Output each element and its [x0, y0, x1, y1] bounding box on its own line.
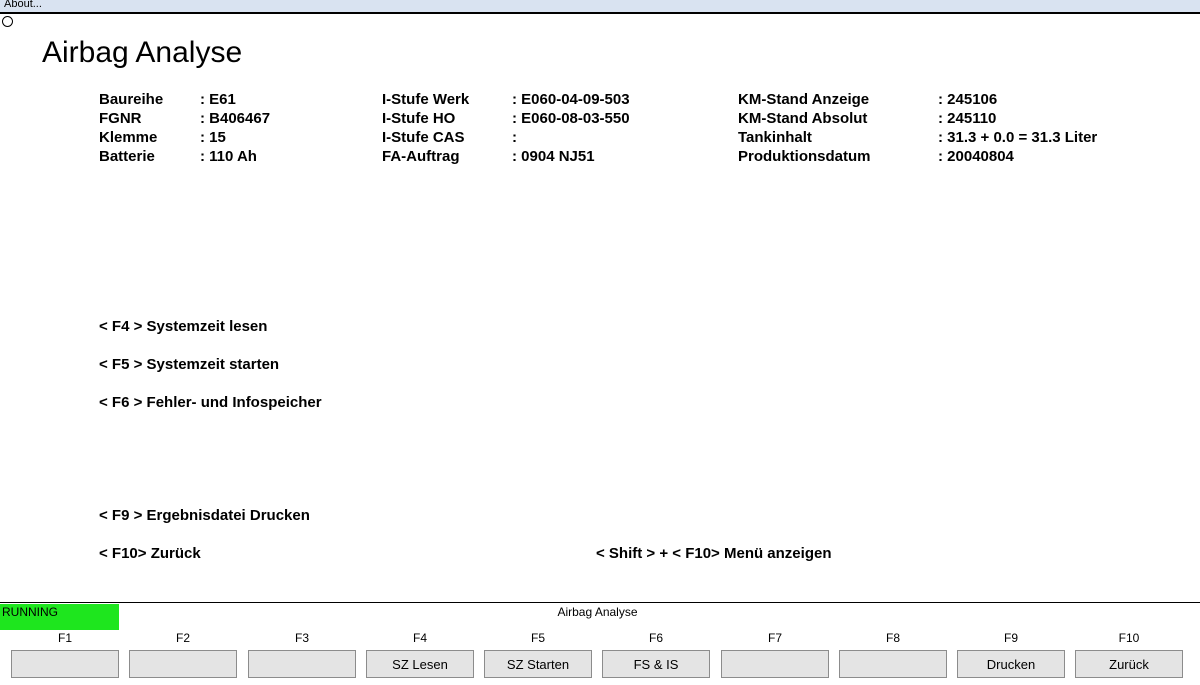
- info-value: : E060-04-09-503: [512, 91, 630, 108]
- info-row: [738, 128, 1097, 147]
- info-label: KM-Stand Anzeige: [738, 91, 870, 108]
- f10-zurueck-button[interactable]: Zurück: [1075, 650, 1183, 678]
- info-value: : 0904 NJ51: [512, 148, 595, 165]
- info-label: Batterie: [99, 148, 155, 165]
- hint-shift-f10-menu: < Shift > + < F10> Menü anzeigen: [596, 545, 832, 562]
- info-value: : 110 Ah: [200, 148, 257, 165]
- menu-bar: [0, 0, 1200, 14]
- info-row: [99, 147, 270, 166]
- info-label: I-Stufe CAS: [382, 129, 465, 146]
- info-value: : 15: [200, 129, 226, 146]
- info-row: [738, 90, 1097, 109]
- info-value: : E61: [200, 91, 236, 108]
- info-row: [99, 90, 270, 109]
- fkey-label-f9: F9: [1003, 631, 1018, 645]
- info-label: Baureihe: [99, 91, 164, 108]
- info-label: I-Stufe HO: [382, 110, 456, 127]
- info-row: [99, 109, 270, 128]
- fkey-label-f4: F4: [412, 631, 427, 645]
- fkey-label-f10: F10: [1118, 631, 1140, 645]
- fkey-label-f8: F8: [885, 631, 900, 645]
- info-value: : 245106: [938, 91, 998, 108]
- info-value: :: [512, 129, 517, 146]
- info-label: I-Stufe Werk: [382, 91, 470, 108]
- f6-fs-is-button[interactable]: FS & IS: [602, 650, 710, 678]
- info-value: : 31.3 + 0.0 = 31.3 Liter: [938, 129, 1098, 146]
- f7-button[interactable]: [721, 650, 829, 678]
- f5-sz-starten-button[interactable]: SZ Starten: [484, 650, 592, 678]
- info-label: Tankinhalt: [738, 129, 812, 146]
- info-row: [382, 90, 630, 109]
- fkey-label-f6: F6: [648, 631, 663, 645]
- vehicle-info-column-1: [99, 90, 270, 166]
- f2-button[interactable]: [129, 650, 237, 678]
- fkey-label-f2: F2: [175, 631, 190, 645]
- info-label: Klemme: [99, 129, 158, 146]
- vehicle-info-column-2: [382, 90, 630, 166]
- page-title: Airbag Analyse: [42, 36, 243, 69]
- panel-title: Airbag Analyse: [557, 605, 638, 619]
- info-row: [738, 147, 1097, 166]
- info-row: [738, 109, 1097, 128]
- info-value: : 20040804: [938, 148, 1014, 165]
- f8-button[interactable]: [839, 650, 947, 678]
- hint-f6-fehlerspeicher: < F6 > Fehler- und Infospeicher: [99, 394, 322, 411]
- info-value: : 245110: [938, 110, 997, 127]
- circle-icon: [2, 16, 13, 27]
- fkey-label-f7: F7: [767, 631, 782, 645]
- info-row: [382, 128, 630, 147]
- hint-f9-drucken: < F9 > Ergebnisdatei Drucken: [99, 507, 310, 524]
- vehicle-info-column-3: [738, 90, 1097, 166]
- info-row: [382, 109, 630, 128]
- hint-f10-zurueck: < F10> Zurück: [99, 545, 201, 562]
- f9-drucken-button[interactable]: Drucken: [957, 650, 1065, 678]
- info-label: FA-Auftrag: [382, 148, 460, 165]
- f3-button[interactable]: [248, 650, 356, 678]
- hint-f5-systemzeit-starten: < F5 > Systemzeit starten: [99, 356, 280, 373]
- info-row: [99, 128, 270, 147]
- status-indicator: RUNNING: [0, 604, 119, 630]
- info-label: FGNR: [99, 110, 142, 127]
- f1-button[interactable]: [11, 650, 119, 678]
- fkey-label-f1: F1: [57, 631, 72, 645]
- info-row: [382, 147, 630, 166]
- fkey-label-f3: F3: [294, 631, 309, 645]
- fkey-label-f5: F5: [530, 631, 545, 645]
- f4-sz-lesen-button[interactable]: SZ Lesen: [366, 650, 474, 678]
- info-label: Produktionsdatum: [738, 148, 871, 165]
- function-key-panel: [0, 602, 1200, 685]
- info-value: : B406467: [200, 110, 271, 127]
- hint-f4-systemzeit-lesen: < F4 > Systemzeit lesen: [99, 318, 268, 335]
- info-value: : E060-08-03-550: [512, 110, 630, 127]
- info-label: KM-Stand Absolut: [738, 110, 868, 127]
- menu-about[interactable]: About...: [4, 0, 42, 10]
